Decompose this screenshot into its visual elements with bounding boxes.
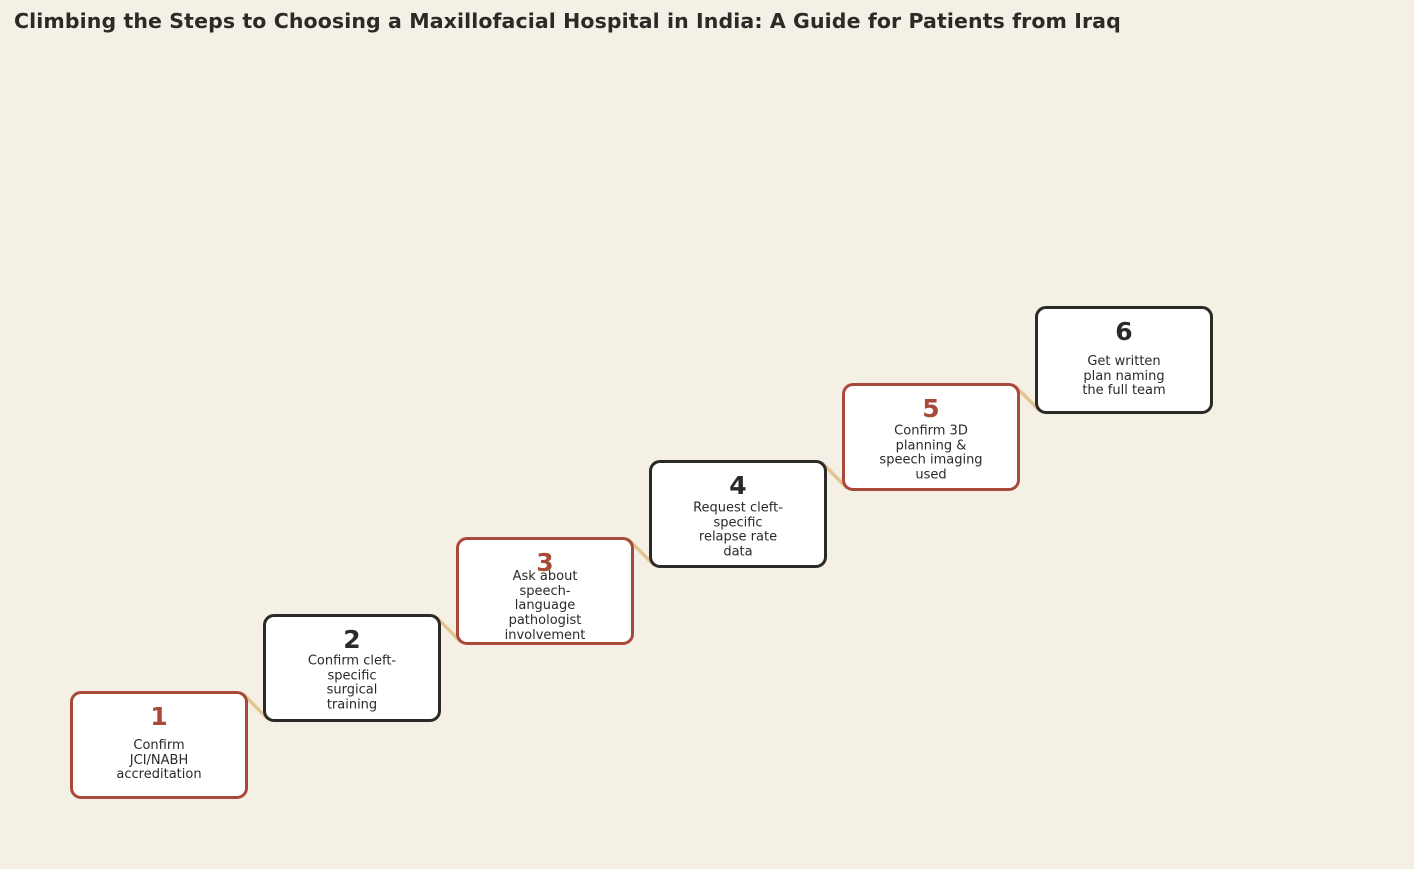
step-description-line: specific <box>713 515 763 531</box>
step-card-2 <box>263 614 441 722</box>
step-description-line: Request cleft- <box>693 500 783 516</box>
step-description-line: surgical <box>326 683 378 698</box>
page-title: Climbing the Steps to Choosing a Maxillofacial Hospital in India: A Guide for Patients from Iraq <box>14 9 1121 33</box>
step-description <box>660 502 816 561</box>
step-description-line: Get written <box>1087 353 1161 369</box>
step-card-6 <box>1035 306 1213 414</box>
step-number: 5 <box>922 394 940 423</box>
step-description-line: accreditation <box>116 767 202 783</box>
step-description <box>81 739 237 783</box>
step-description <box>467 570 623 644</box>
step-description-line: planning & <box>895 438 967 454</box>
step-card-4 <box>649 460 827 568</box>
step-number: 6 <box>1115 317 1133 346</box>
step-description-line: training <box>326 697 378 713</box>
step-description-line: data <box>723 544 753 560</box>
step-description-line: speech- <box>519 583 571 599</box>
step-description-line: plan naming <box>1083 368 1165 384</box>
step-description-line: involvement <box>504 628 586 644</box>
step-number: 1 <box>150 702 168 731</box>
step-description-line: Confirm cleft- <box>307 653 397 669</box>
step-card-3 <box>456 537 634 645</box>
step-number: 3 <box>536 548 554 577</box>
step-description-line: pathologist <box>508 613 582 629</box>
step-description <box>274 655 430 714</box>
step-description-line: relapse rate <box>698 530 778 545</box>
step-description-line: used <box>915 467 947 483</box>
step-description-line: Confirm 3D <box>894 423 968 439</box>
step-description <box>853 425 1009 484</box>
step-number: 4 <box>729 471 747 500</box>
step-description-line: Ask about <box>512 569 578 585</box>
step-description-line: JCI/NABH <box>129 752 189 768</box>
step-card-5 <box>842 383 1020 491</box>
step-description <box>1046 355 1202 399</box>
step-description-line: specific <box>327 668 377 684</box>
step-card-1 <box>70 691 248 799</box>
step-description-line: the full team <box>1082 383 1166 399</box>
step-description-line: Confirm <box>133 737 185 753</box>
step-description-line: speech imaging <box>879 453 983 468</box>
step-description-line: language <box>514 598 576 614</box>
step-number: 2 <box>343 625 361 654</box>
